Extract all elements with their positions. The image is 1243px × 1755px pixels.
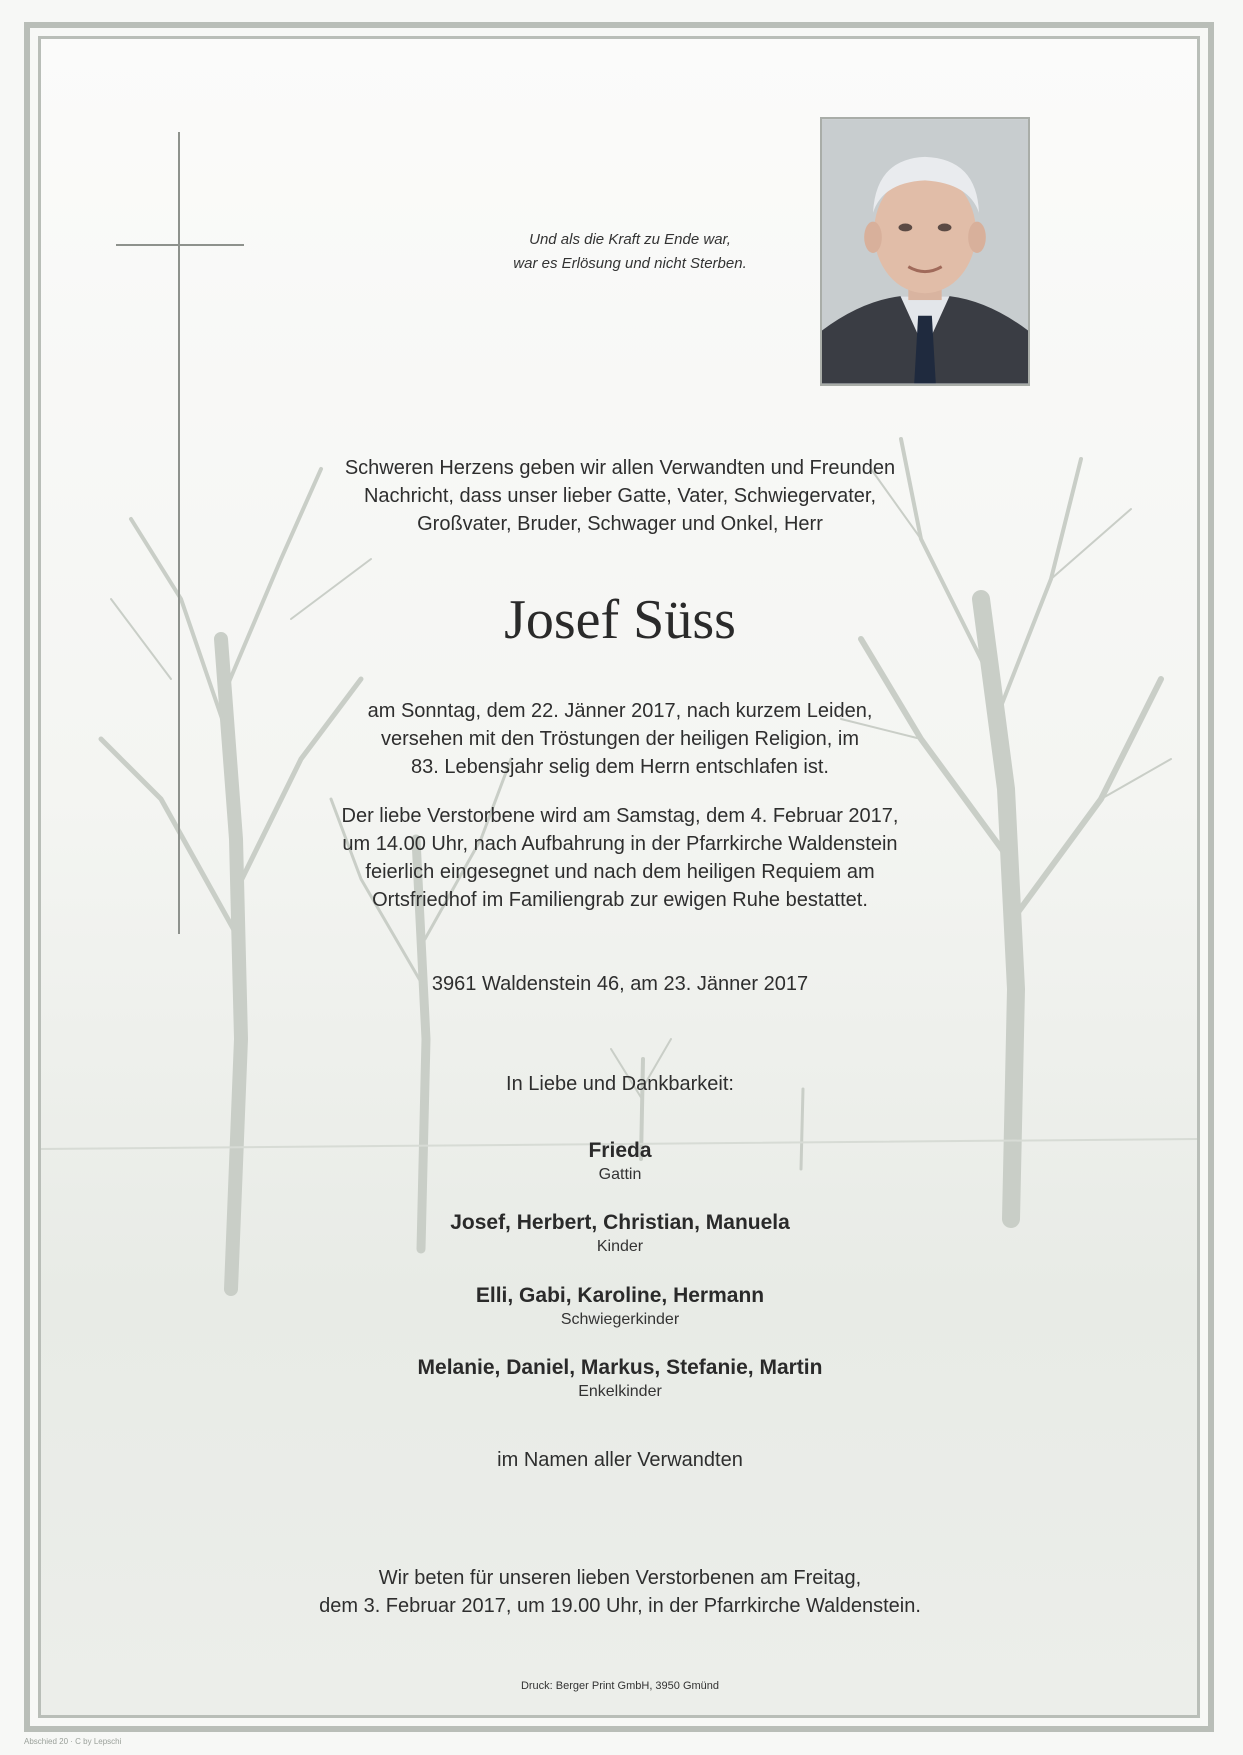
- family-group: [240, 1355, 1000, 1403]
- family-group: [240, 1138, 1000, 1186]
- cross-icon-vertical-bar: [178, 132, 180, 934]
- deceased-name: Josef Süss: [504, 589, 736, 651]
- prayer-line-1: Wir beten für unseren lieben Verstorbenen am Freitag,: [378, 1567, 862, 1589]
- cross-icon-horizontal-bar: [116, 244, 244, 246]
- family-role: Gattin: [598, 1166, 642, 1183]
- printer-credit: Druck: Berger Print GmbH, 3950 Gmünd: [520, 1680, 720, 1692]
- gratitude-line: In Liebe und Dankbarkeit:: [506, 1073, 734, 1095]
- family-role: Schwiegerkinder: [560, 1311, 680, 1328]
- quote-line-1: Und als die Kraft zu Ende war,: [529, 231, 731, 248]
- portrait-photo: [820, 117, 1030, 386]
- family-names: Frieda: [588, 1139, 652, 1162]
- family-group: [240, 1210, 1000, 1258]
- prayer-text: [240, 1564, 1000, 1620]
- family-names: Josef, Herbert, Christian, Manuela: [450, 1211, 790, 1234]
- place-date: 3961 Waldenstein 46, am 23. Jänner 2017: [431, 973, 809, 995]
- family-role: Kinder: [596, 1238, 644, 1255]
- funeral-line-4: Ortsfriedhof im Familiengrab zur ewigen Ruhe bestattet.: [372, 889, 868, 911]
- funeral-text: [240, 802, 1000, 914]
- intro-line-2: Nachricht, dass unser lieber Gatte, Vater, Schwiegervater,: [363, 485, 877, 507]
- portrait-illustration: [822, 119, 1028, 384]
- template-code: Abschied 20 · C by Lepschi: [24, 1737, 122, 1746]
- quote-line-2: war es Erlösung und nicht Sterben.: [513, 255, 747, 272]
- death-line-3: 83. Lebensjahr selig dem Herrn entschlafen ist.: [410, 756, 829, 778]
- funeral-line-2: um 14.00 Uhr, nach Aufbahrung in der Pfarrkirche Waldenstein: [342, 833, 898, 855]
- intro-line-3: Großvater, Bruder, Schwager und Onkel, Herr: [417, 513, 823, 535]
- memorial-quote: [430, 228, 830, 276]
- family-role: Enkelkinder: [578, 1383, 662, 1400]
- funeral-line-1: Der liebe Verstorbene wird am Samstag, dem 4. Februar 2017,: [341, 805, 899, 827]
- death-line-2: versehen mit den Tröstungen der heiligen Religion, im: [380, 728, 860, 750]
- intro-line-1: Schweren Herzens geben wir allen Verwandten und Freunden: [344, 457, 896, 479]
- relatives-line: im Namen aller Verwandten: [497, 1449, 743, 1471]
- family-group: [240, 1283, 1000, 1331]
- death-notice-text: [240, 697, 1000, 781]
- intro-text: [240, 454, 1000, 538]
- funeral-line-3: feierlich eingesegnet und nach dem heiligen Requiem am: [365, 861, 875, 883]
- family-names: Melanie, Daniel, Markus, Stefanie, Martin: [417, 1356, 823, 1379]
- death-line-1: am Sonntag, dem 22. Jänner 2017, nach kurzem Leiden,: [367, 700, 873, 722]
- family-names: Elli, Gabi, Karoline, Hermann: [475, 1284, 765, 1307]
- prayer-line-2: dem 3. Februar 2017, um 19.00 Uhr, in der Pfarrkirche Waldenstein.: [319, 1595, 921, 1617]
